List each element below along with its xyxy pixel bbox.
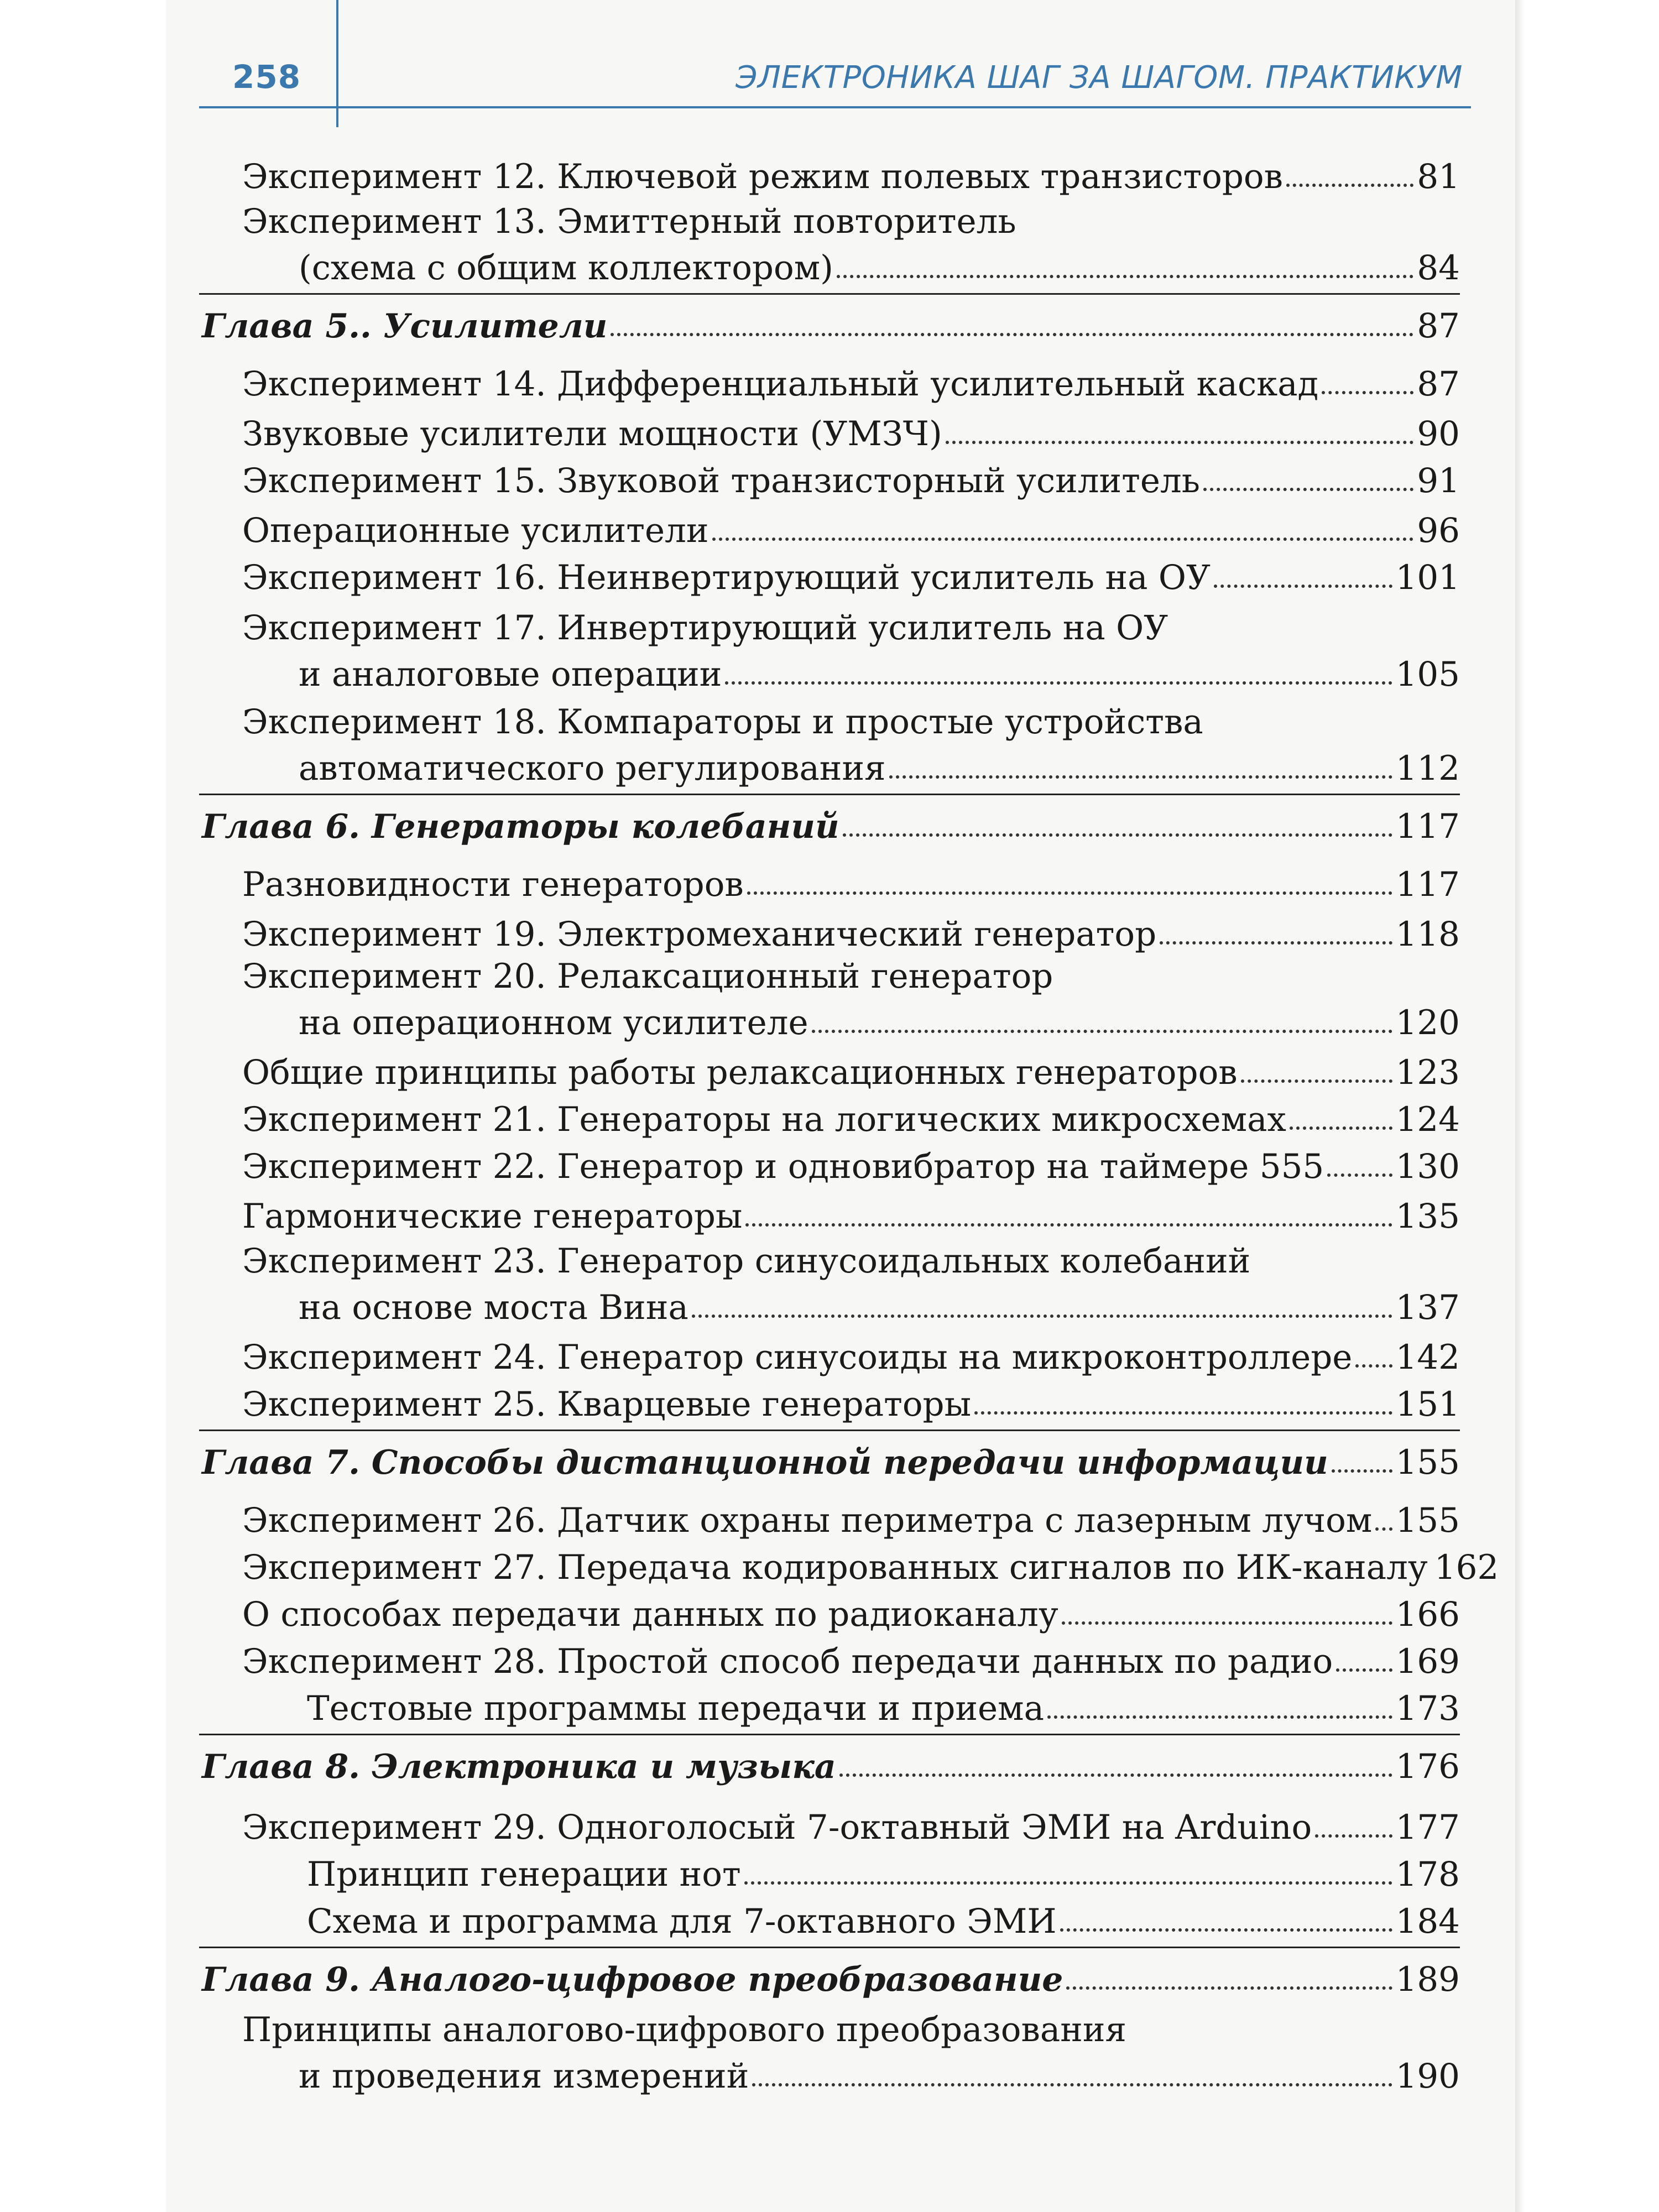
toc-leader-dots	[747, 891, 1392, 895]
toc-leader-dots	[1241, 1079, 1392, 1083]
toc-entry-title: на основе моста Вина	[299, 1288, 688, 1327]
toc-entry-title: О способах передачи данных по радиоканалу	[242, 1595, 1058, 1634]
toc-leader-dots	[745, 1223, 1392, 1227]
toc-entry-page: 173	[1395, 1689, 1460, 1728]
toc-entry-title: Эксперимент 24. Генератор синусоиды на микроконтроллере	[242, 1338, 1353, 1377]
toc-chapter-entry	[202, 1739, 1460, 1786]
toc-entry-page: 96	[1417, 511, 1460, 550]
toc-chapter-entry	[202, 299, 1460, 346]
toc-entry-title: Разновидности генераторов	[242, 865, 744, 904]
toc-leader-dots	[1047, 1715, 1392, 1719]
toc-entry-title: Эксперимент 13. Эмиттерный повторитель	[242, 202, 1016, 241]
toc-entry-page: 137	[1395, 1288, 1460, 1327]
toc-entry-page: 166	[1395, 1595, 1460, 1634]
toc-leader-dots	[1066, 1986, 1392, 1990]
toc-entry-title: Операционные усилители	[242, 511, 709, 550]
toc-entry	[242, 1045, 1460, 1092]
toc-chapter-title: Глава 8. Электроника и музыка	[202, 1747, 836, 1786]
toc-chapter-entry	[202, 1435, 1460, 1482]
toc-entry	[242, 1092, 1460, 1139]
toc-entry-title: Эксперимент 29. Одноголосый 7-октавный ЭМИ на Arduino	[242, 1808, 1312, 1847]
toc-entry	[242, 1493, 1460, 1540]
toc-entry	[307, 1894, 1460, 1941]
toc-entry-title: Эксперимент 16. Неинвертирующий усилитель на ОУ	[242, 558, 1211, 597]
toc-entry-page: 101	[1395, 558, 1460, 597]
toc-entry-title: (схема с общим коллектором)	[299, 248, 833, 288]
toc-entry-page: 81	[1417, 157, 1460, 196]
toc-entry-page: 90	[1417, 414, 1460, 453]
toc-leader-dots	[611, 333, 1413, 336]
toc-leader-dots	[1290, 1126, 1392, 1130]
toc-leader-dots	[1286, 184, 1413, 187]
toc-leader-dots	[843, 833, 1392, 837]
toc-entry-page: 155	[1395, 1501, 1460, 1540]
toc-leader-dots	[725, 681, 1392, 685]
toc-entry	[242, 149, 1460, 194]
toc-entry	[242, 1587, 1460, 1634]
toc-entry	[242, 1189, 1460, 1236]
toc-entry-page: 105	[1395, 655, 1460, 694]
toc-entry-page: 169	[1395, 1642, 1460, 1681]
toc-entry-title: Гармонические генераторы	[242, 1197, 743, 1236]
chapter-rule	[199, 1430, 1460, 1431]
toc-entry-page: 120	[1395, 1003, 1460, 1042]
toc-entry	[299, 647, 1460, 694]
toc-entry	[299, 241, 1460, 288]
toc-entry-page: 190	[1395, 2057, 1460, 2096]
toc-entry	[242, 857, 1460, 904]
toc-entry-title: и аналоговые операции	[299, 655, 722, 694]
toc-leader-dots	[974, 1411, 1392, 1415]
chapter-rule	[199, 794, 1460, 795]
toc-leader-dots	[1336, 1668, 1392, 1672]
toc-entry-title: и проведения измерений	[299, 2057, 749, 2096]
toc-entry	[307, 1847, 1460, 1894]
toc-entry-page: 124	[1395, 1100, 1460, 1139]
toc-entry	[242, 1800, 1460, 1847]
toc-entry	[307, 1681, 1460, 1728]
toc-entry-title: Эксперимент 23. Генератор синусоидальных колебаний	[242, 1241, 1251, 1281]
chapter-rule	[199, 293, 1460, 295]
toc-entry-page: 178	[1395, 1855, 1460, 1894]
toc-entry-title: автоматического регулирования	[299, 749, 886, 788]
toc-entry-page: 91	[1417, 461, 1460, 500]
toc-leader-dots	[1332, 1469, 1392, 1473]
toc-chapter-title: Глава 7. Способы дистанционной передачи информации	[202, 1443, 1328, 1482]
toc-entry	[242, 503, 1460, 550]
toc-entry	[242, 357, 1460, 404]
chapter-rule	[199, 1734, 1460, 1735]
toc-leader-dots	[1203, 488, 1413, 491]
toc-entry-title: Принцип генерации нот	[307, 1855, 741, 1894]
toc-entry-page: 176	[1395, 1747, 1460, 1786]
toc-entry-page: 84	[1417, 248, 1460, 288]
toc-entry-page: 177	[1395, 1808, 1460, 1847]
toc-chapter-title: Глава 6. Генераторы колебаний	[202, 807, 839, 846]
toc-entry-title: Эксперимент 25. Кварцевые генераторы	[242, 1385, 972, 1424]
toc-entry	[242, 1540, 1499, 1587]
toc-entry-title: Эксперимент 21. Генераторы на логических микросхемах	[242, 1100, 1286, 1139]
toc-entry-page: 87	[1417, 364, 1460, 404]
toc-leader-dots	[1060, 1928, 1392, 1932]
toc-leader-dots	[889, 775, 1392, 779]
toc-leader-dots	[744, 1881, 1392, 1885]
toc-entry	[299, 741, 1460, 788]
toc-chapter-entry	[202, 799, 1460, 846]
toc-entry-page: 135	[1395, 1197, 1460, 1236]
toc-leader-dots	[1062, 1621, 1392, 1625]
toc-entry-title: Эксперимент 14. Дифференциальный усилительный каскад	[242, 364, 1319, 404]
toc-entry-title: Принципы аналогово-цифрового преобразования	[242, 2010, 1126, 2049]
toc-entry-title: Эксперимент 22. Генератор и одновибратор на таймере 555	[242, 1147, 1324, 1186]
toc-entry-title: Эксперимент 26. Датчик охраны периметра с лазерным лучом	[242, 1501, 1373, 1540]
toc-leader-dots	[837, 275, 1413, 278]
toc-entry-title: Тестовые программы передачи и приема	[307, 1689, 1044, 1728]
toc-entry-page: 112	[1395, 749, 1460, 788]
toc-leader-dots	[839, 1773, 1392, 1777]
toc-leader-dots	[692, 1314, 1392, 1318]
toc-leader-dots	[1355, 1364, 1392, 1368]
toc-chapter-entry	[202, 1952, 1460, 1999]
toc-entry	[299, 995, 1460, 1040]
toc-leader-dots	[812, 1030, 1392, 1033]
toc-leader-dots	[946, 441, 1414, 444]
toc-entry-title: Эксперимент 15. Звуковой транзисторный усилитель	[242, 461, 1200, 500]
toc-entry	[242, 406, 1460, 451]
toc-entry-page: 151	[1395, 1385, 1460, 1424]
toc-entry	[299, 1280, 1460, 1327]
toc-entry	[242, 1139, 1460, 1186]
toc-entry-page: 87	[1417, 306, 1460, 346]
toc-entry-title: Эксперимент 19. Электромеханический генератор	[242, 915, 1157, 954]
toc-entry-title: Схема и программа для 7-октавного ЭМИ	[307, 1902, 1057, 1941]
toc-entry-page: 184	[1395, 1902, 1460, 1941]
toc-entry	[242, 907, 1460, 954]
toc-leader-dots	[752, 2083, 1392, 2086]
toc-entry-title: Эксперимент 12. Ключевой режим полевых транзисторов	[242, 157, 1283, 196]
running-title: ЭЛЕКТРОНИКА ШАГ ЗА ШАГОМ. ПРАКТИКУМ	[735, 60, 1463, 96]
toc-entry-title: Эксперимент 27. Передача кодированных сигналов по ИК-каналу	[242, 1548, 1428, 1587]
toc-leader-dots	[1322, 391, 1413, 394]
toc-entry	[242, 453, 1460, 498]
toc-entry	[242, 1330, 1460, 1377]
toc-leader-dots	[1327, 1173, 1392, 1177]
toc-leader-dots	[1160, 941, 1392, 945]
toc-entry-title: Общие принципы работы релаксационных генераторов	[242, 1053, 1238, 1092]
toc-entry-title: Эксперимент 28. Простой способ передачи данных по радио	[242, 1642, 1333, 1681]
toc-entry-title: Эксперимент 20. Релаксационный генератор	[242, 957, 1053, 996]
toc-entry	[299, 2049, 1460, 2096]
toc-entry-page: 189	[1395, 1960, 1460, 1999]
toc-entry-page: 117	[1395, 865, 1460, 904]
toc-entry-page: 155	[1395, 1443, 1460, 1482]
toc-chapter-title: Глава 5.. Усилители	[202, 307, 608, 346]
toc-entry-page: 117	[1395, 807, 1460, 846]
toc-entry-page: 130	[1395, 1147, 1460, 1186]
chapter-rule	[199, 1947, 1460, 1948]
toc-leader-dots	[1375, 1527, 1392, 1531]
toc-entry-page: 118	[1395, 915, 1460, 954]
toc-entry-page: 142	[1395, 1338, 1460, 1377]
toc-leader-dots	[712, 538, 1414, 541]
toc-entry-title: на операционном усилителе	[299, 1003, 808, 1042]
toc-chapter-title: Глава 9. Аналого-цифровое преобразование	[202, 1960, 1063, 1999]
toc-entry	[242, 1377, 1460, 1424]
toc-entry	[242, 550, 1460, 597]
toc-entry-page: 162	[1434, 1548, 1499, 1587]
toc-entry-title: Звуковые усилители мощности (УМЗЧ)	[242, 414, 942, 453]
toc-entry	[242, 1634, 1460, 1681]
toc-leader-dots	[1315, 1834, 1392, 1838]
toc-entry-title: Эксперимент 17. Инвертирующий усилитель на ОУ	[242, 608, 1168, 648]
toc-entry-title: Эксперимент 18. Компараторы и простые устройства	[242, 702, 1203, 742]
toc-leader-dots	[1214, 585, 1392, 588]
toc-entry-page: 123	[1395, 1053, 1460, 1092]
page-number: 258	[232, 58, 301, 96]
